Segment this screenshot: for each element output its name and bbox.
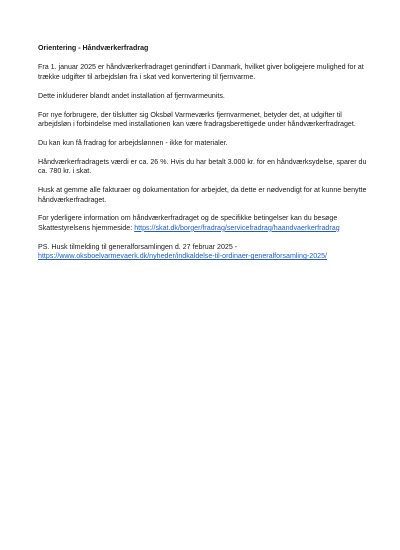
paragraph-installation: Dette inkluderer blandt andet installation af fjernvarmeunits. (38, 91, 225, 100)
paragraph-wages-only: Du kan kun få fradrag for arbejdslønnen - ikke for materialer. (38, 138, 228, 147)
more-info-text: For yderligere information om håndværkerfradraget og de specifikke betingelser kan du besøge Skattestyrelsens hjemmeside: (38, 214, 338, 232)
paragraph-deduction-value: Håndværkerfradragets værdi er ca. 26 %. Hvis du har betalt 3.000 kr. for en håndværksydelse, sparer du ca. 780 kr. i skat. (38, 157, 367, 176)
paragraph-new-consumers: For nye forbrugere, der tilslutter sig Oksbøl Varmeværks fjernvarmenet, betyder det, at udgifter til arbejdsløn i forbindelse med installationen kan være fradragsberettigede under håndværkerfradraget. (38, 110, 356, 129)
ps-text: PS. Husk tilmelding til generalforsamlingen d. 27 februar 2025 - (38, 242, 238, 251)
document-title: Orientering - Håndværkerfradrag (38, 44, 149, 52)
paragraph-more-info (38, 214, 374, 233)
paragraph-keep-invoices: Husk at gemme alle fakturaer og dokumentation for arbejdet, da dette er nødvendigt for at kunne benytte håndværkerfradraget. (38, 186, 367, 204)
skat-link[interactable]: https://skat.dk/borger/fradrag/servicefradrag/haandvaerkerfradrag (134, 223, 340, 232)
paragraph-intro: Fra 1. januar 2025 er håndværkerfradraget genindført i Danmark, hvilket giver boligejere mulighed for at trække udgifter til arbejdsløn fra i skat ved konvertering til fjernvarme. (38, 63, 364, 81)
document-body (38, 44, 374, 271)
general-assembly-link[interactable]: https://www.oksboelvarmevaerk.dk/nyheder/indkaldelse-til-ordinaer-generalforsamling-2025/ (38, 252, 328, 261)
paragraph-ps (38, 243, 374, 262)
